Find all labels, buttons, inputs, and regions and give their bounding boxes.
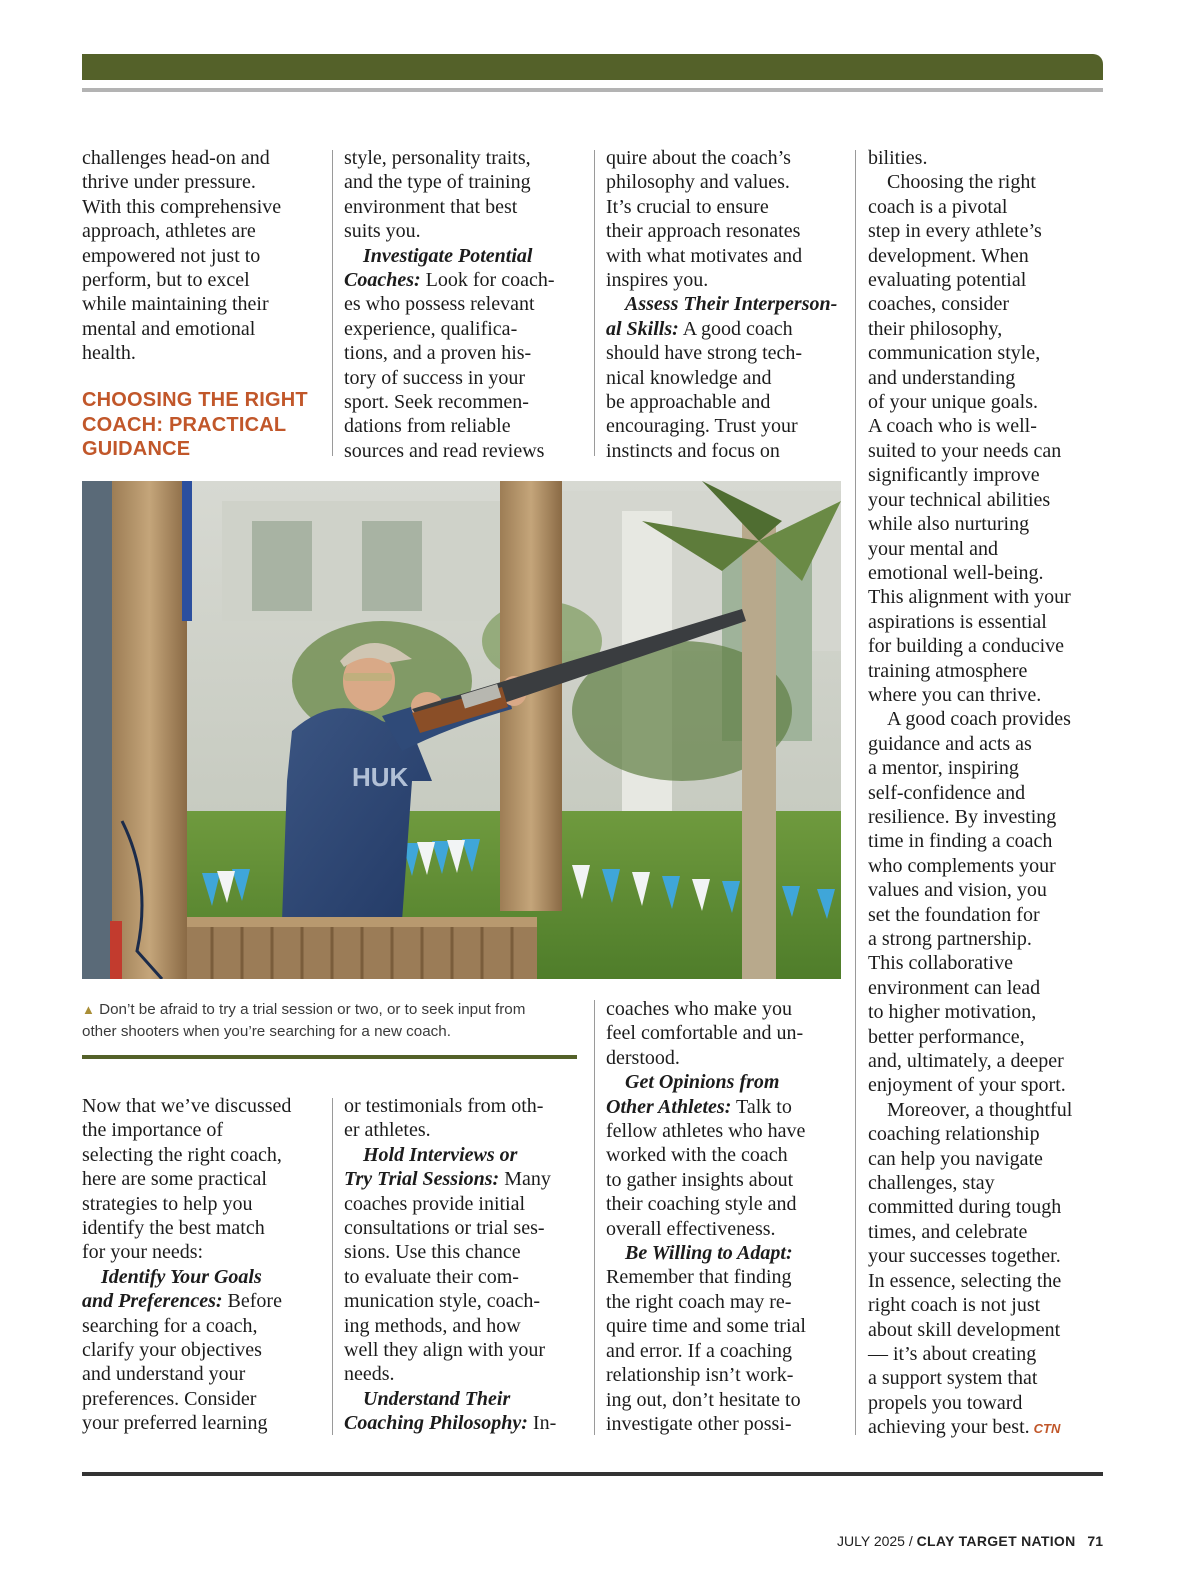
text-line: suited to your needs can: [868, 439, 1062, 462]
text-line: investigate other possi-: [606, 1412, 792, 1435]
column-divider: [594, 150, 595, 456]
text-line: quire about the coach’s: [606, 147, 791, 169]
text-line: health.: [82, 342, 136, 365]
page-number: 71: [1087, 1533, 1103, 1549]
column-divider: [594, 1000, 595, 1435]
subhead-run: Identify Your Goals: [101, 1265, 262, 1288]
text-line: who complements your: [868, 854, 1056, 877]
column-2-bottom: [344, 1094, 584, 1436]
text-line: approach, athletes are: [82, 220, 256, 243]
header-bar: [82, 54, 1103, 80]
text-line: In essence, selecting the: [868, 1269, 1062, 1292]
text-line: where you can thrive.: [868, 683, 1042, 706]
text-run: achieving your best.: [868, 1416, 1030, 1439]
text-line: coaches who make you: [606, 998, 793, 1020]
text-line: coaches provide initial: [344, 1192, 526, 1215]
text-line: ing out, don’t hesitate to: [606, 1388, 801, 1411]
text-line: worked with the coach: [606, 1144, 788, 1167]
text-line: perform, but to excel: [82, 269, 250, 292]
text-line: the right coach may re-: [606, 1290, 792, 1313]
text-line: fellow athletes who have: [606, 1120, 806, 1143]
column-1-top: [82, 146, 322, 366]
text-line: significantly improve: [868, 464, 1040, 487]
text-line: tory of success in your: [344, 366, 526, 389]
text-line: philosophy and values.: [606, 171, 790, 194]
text-line: This alignment with your: [868, 586, 1071, 609]
text-line: committed during tough: [868, 1196, 1062, 1219]
text-line: your mental and: [868, 537, 998, 560]
text-line: for your needs:: [82, 1241, 204, 1264]
text-line: for building a conducive: [868, 635, 1065, 658]
text-line: and the type of training: [344, 171, 531, 194]
text-line: [344, 244, 584, 268]
text-run: Look for coach-: [420, 269, 555, 292]
text-line: munication style, coach-: [344, 1290, 541, 1313]
text-line: their philosophy,: [868, 317, 1003, 340]
text-line: evaluating potential: [868, 269, 1027, 292]
text-line: their approach resonates: [606, 220, 801, 243]
subhead-run: Be Willing to Adapt:: [625, 1242, 793, 1265]
text-line: propels you toward: [868, 1391, 1023, 1414]
end-mark-logo: CTN: [1033, 1421, 1061, 1437]
text-line: or testimonials from oth-: [344, 1095, 544, 1117]
text-line: dations from reliable: [344, 415, 511, 438]
text-line: A coach who is well-: [868, 415, 1037, 438]
text-line: instincts and focus on: [606, 439, 780, 462]
column-1-bottom: [82, 1094, 322, 1436]
column-divider: [855, 150, 856, 1435]
text-line: while also nurturing: [868, 513, 1030, 536]
text-line: quire time and some trial: [606, 1315, 806, 1338]
subhead-run: Understand Their: [363, 1387, 511, 1410]
text-line: a mentor, inspiring: [868, 757, 1019, 780]
text-line: emotional well-being.: [868, 561, 1044, 584]
text-line: style, personality traits,: [344, 147, 531, 169]
text-line: [344, 1167, 584, 1191]
column-divider: [332, 1098, 333, 1435]
text-line: enjoyment of your sport.: [868, 1074, 1066, 1097]
text-line: suits you.: [344, 220, 421, 243]
text-line: while maintaining their: [82, 293, 269, 316]
caption-rule: [82, 1055, 577, 1059]
text-line: your preferred learning: [82, 1412, 268, 1435]
text-line: sources and read reviews: [344, 439, 545, 462]
text-line: [344, 268, 584, 292]
text-line: coaches, consider: [868, 293, 1010, 316]
text-line: inspires you.: [606, 269, 709, 292]
text-line: needs.: [344, 1363, 395, 1386]
triangle-icon: ▲: [82, 1002, 95, 1017]
text-line: feel comfortable and un-: [606, 1022, 804, 1045]
text-line: and error. If a coaching: [606, 1339, 793, 1362]
page-footer: [837, 1533, 1103, 1549]
shirt-logo-text: HUK: [352, 762, 409, 792]
text-line: sions. Use this chance: [344, 1241, 521, 1264]
text-line: coaching relationship: [868, 1123, 1040, 1146]
column-3-bottom: [606, 997, 846, 1436]
text-line: a support system that: [868, 1367, 1038, 1390]
text-line: es who possess relevant: [344, 293, 535, 316]
text-line: to evaluate their com-: [344, 1265, 519, 1288]
text-line: step in every athlete’s: [868, 220, 1042, 243]
text-line: guidance and acts as: [868, 732, 1032, 755]
text-line: [344, 1411, 584, 1435]
subhead-run: Get Opinions from: [625, 1071, 780, 1094]
subhead-run: al Skills:: [606, 317, 679, 340]
text-line: This collaborative: [868, 952, 1013, 975]
text-line: to higher motivation,: [868, 1001, 1037, 1024]
column-2-top: [344, 146, 584, 463]
caption-line: [82, 999, 582, 1021]
text-line: their coaching style and: [606, 1193, 797, 1216]
text-line: resilience. By investing: [868, 805, 1057, 828]
text-line: right coach is not just: [868, 1294, 1041, 1317]
text-line: [868, 1415, 1108, 1441]
text-line: development. When: [868, 244, 1029, 267]
text-line: Moreover, a thoughtful: [887, 1098, 1073, 1121]
text-run: Before: [222, 1290, 282, 1313]
text-line: challenges head-on and: [82, 147, 270, 169]
text-run: Talk to: [731, 1095, 792, 1118]
subhead-run: Hold Interviews or: [363, 1143, 518, 1166]
text-line: strategies to help you: [82, 1192, 253, 1215]
text-line: [606, 1070, 846, 1094]
text-line: [606, 292, 846, 316]
text-line: well they align with your: [344, 1339, 546, 1362]
text-line: set the foundation for: [868, 903, 1040, 926]
subhead-run: Try Trial Sessions:: [344, 1168, 500, 1191]
text-run: In-: [527, 1412, 557, 1435]
text-line: training atmosphere: [868, 659, 1028, 682]
text-line: mental and emotional: [82, 317, 256, 340]
text-line: [606, 1241, 846, 1265]
text-run: Many: [499, 1168, 551, 1191]
text-line: and, ultimately, a deeper: [868, 1050, 1064, 1073]
photo-caption: [82, 999, 582, 1043]
text-line: aspirations is essential: [868, 610, 1047, 633]
text-line: the importance of: [82, 1119, 224, 1142]
subhead-run: Investigate Potential: [363, 244, 533, 267]
trap-shooter-photo: [82, 481, 841, 979]
text-line: time in finding a coach: [868, 830, 1053, 853]
text-line: Now that we’ve discussed: [82, 1095, 292, 1117]
text-line: consultations or trial ses-: [344, 1217, 545, 1240]
text-line: a strong partnership.: [868, 928, 1032, 950]
text-line: [344, 1143, 584, 1167]
column-divider: [332, 150, 333, 456]
text-line: selecting the right coach,: [82, 1143, 282, 1166]
caption-text: Don’t be afraid to try a trial session or two, or to seek input from: [99, 1001, 526, 1018]
section-heading: [82, 388, 322, 462]
text-line: [82, 1265, 322, 1289]
text-line: It’s crucial to ensure: [606, 195, 769, 218]
text-line: communication style,: [868, 342, 1041, 365]
column-4: [868, 146, 1108, 1442]
text-line: A good coach provides: [887, 708, 1071, 731]
article-photo: [82, 481, 841, 979]
text-line: overall effectiveness.: [606, 1217, 776, 1240]
text-line: — it’s about creating: [868, 1342, 1037, 1365]
text-line: [82, 1289, 322, 1313]
text-line: about skill development: [868, 1318, 1061, 1341]
footer-rule: [82, 1472, 1103, 1476]
caption-line: other shooters when you’re searching for a new coach.: [82, 1023, 451, 1040]
text-line: [344, 1387, 584, 1411]
text-line: [606, 317, 846, 341]
subhead-run: and Preferences:: [82, 1290, 223, 1313]
text-line: coach is a pivotal: [868, 195, 1008, 218]
text-line: empowered not just to: [82, 244, 261, 267]
heading-line: GUIDANCE: [82, 438, 191, 460]
subhead-run: Other Athletes:: [606, 1095, 732, 1118]
text-line: here are some practical: [82, 1168, 267, 1191]
text-line: searching for a coach,: [82, 1314, 258, 1337]
subhead-run: Assess Their Interperson-: [625, 293, 838, 316]
publication-name: CLAY TARGET NATION: [916, 1533, 1076, 1549]
header-rule: [82, 88, 1103, 92]
text-line: environment can lead: [868, 976, 1041, 999]
column-3-top: [606, 146, 846, 463]
text-line: Remember that finding: [606, 1266, 792, 1289]
text-line: [606, 1095, 846, 1119]
subhead-run: Coaching Philosophy:: [344, 1412, 528, 1435]
text-line: of your unique goals.: [868, 391, 1038, 414]
text-line: thrive under pressure.: [82, 171, 256, 194]
text-line: experience, qualifica-: [344, 317, 518, 340]
heading-line: COACH: PRACTICAL: [82, 413, 287, 436]
text-line: better performance,: [868, 1025, 1025, 1048]
text-line: sport. Seek recommen-: [344, 391, 529, 414]
text-line: should have strong tech-: [606, 342, 803, 365]
text-line: encouraging. Trust your: [606, 415, 798, 438]
text-line: to gather insights about: [606, 1168, 794, 1191]
text-line: identify the best match: [82, 1217, 265, 1240]
text-line: tions, and a proven his-: [344, 342, 532, 365]
text-line: ing methods, and how: [344, 1314, 521, 1337]
heading-line: CHOOSING THE RIGHT: [82, 389, 308, 411]
text-run: A good coach: [678, 317, 793, 340]
text-line: be approachable and: [606, 391, 771, 414]
text-line: nical knowledge and: [606, 366, 772, 389]
text-line: Choosing the right: [887, 171, 1036, 194]
text-line: challenges, stay: [868, 1172, 995, 1195]
text-line: With this comprehensive: [82, 195, 282, 218]
text-line: can help you navigate: [868, 1147, 1043, 1170]
text-line: and understanding: [868, 366, 1016, 389]
text-line: times, and celebrate: [868, 1220, 1028, 1243]
text-line: with what motivates and: [606, 244, 803, 267]
text-line: your technical abilities: [868, 488, 1051, 511]
issue-date: JULY 2025 /: [836, 1533, 913, 1549]
text-line: relationship isn’t work-: [606, 1364, 794, 1387]
text-line: clarify your objectives: [82, 1339, 262, 1362]
subhead-run: Coaches:: [344, 269, 421, 292]
text-line: self-confidence and: [868, 781, 1026, 804]
text-line: environment that best: [344, 195, 518, 218]
text-line: your successes together.: [868, 1245, 1061, 1268]
text-line: derstood.: [606, 1046, 680, 1069]
text-line: er athletes.: [344, 1119, 431, 1142]
text-line: bilities.: [868, 147, 928, 169]
text-line: values and vision, you: [868, 879, 1047, 902]
text-line: preferences. Consider: [82, 1387, 257, 1410]
text-line: and understand your: [82, 1363, 246, 1386]
